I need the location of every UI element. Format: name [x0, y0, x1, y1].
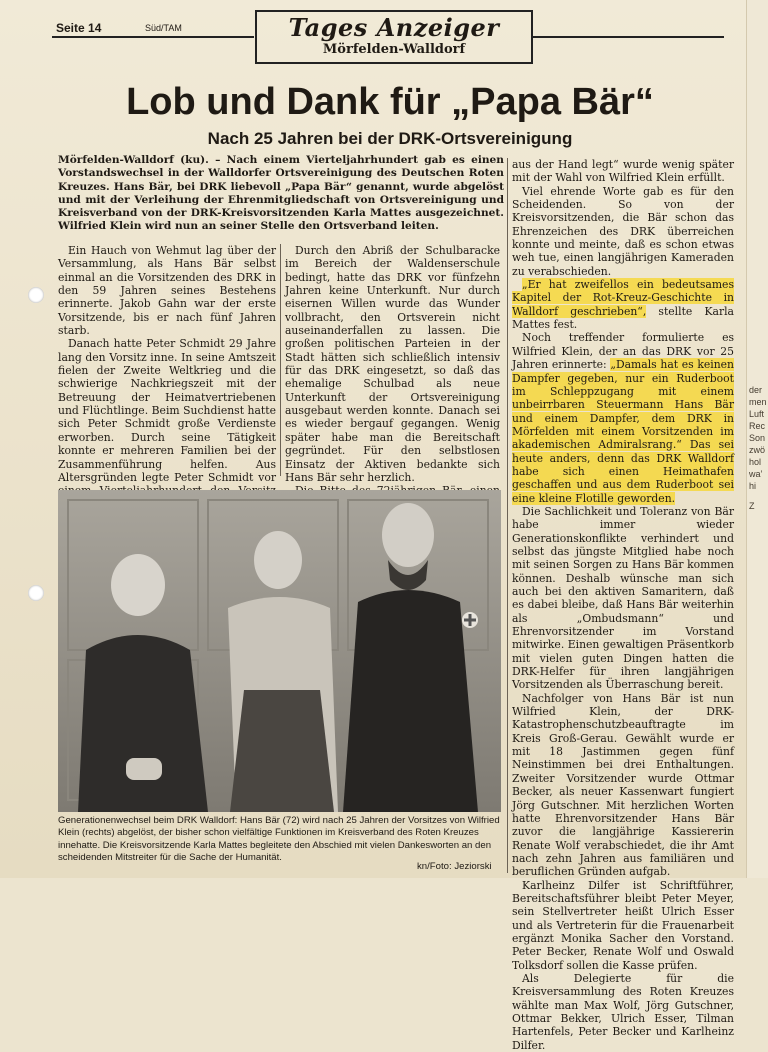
- paragraph: Viel ehrende Worte gab es für den Scheidenden. So von der Kreisvorsitzenden, die Bär schon das Ehrenzeichen des DRK überreichen konnte und meinte, daß es schon etwas weh tue, einen langjährigen Kameraden zu verabschieden.: [512, 184, 734, 278]
- column-divider: [280, 244, 281, 476]
- margin-fragment: Rec: [749, 421, 766, 431]
- paragraph: Ein Hauch von Wehmut lag über der Versammlung, als Hans Bär selbst einmal an die Vorsitzenden des DRK in den 59 Jahren seines Bestehens erinnerte. Jakob Gahn war der erste Vorsitzende, bis er nach fünf Jahren starb.: [58, 244, 276, 338]
- highlighted-quote: „Er hat zweifellos ein bedeutsames Kapitel der Rot-Kreuz-Geschichte in Walldorf geschrieben“,: [512, 278, 734, 318]
- photo-caption: Generationenwechsel beim DRK Walldorf: Hans Bär (72) wird nach 25 Jahren der Vorsitzes von Wilfried Klein (rechts) abgelöst, der bisher schon vielfältige Funktionen im Kreisverband des Roten Kreuzes innehatte. Die Kreisvorsitzende Karla Mattes begleitete den Abschied mit vielen Dankesworten an den scheidenden Mitstreiter für die Sache der Humanität.: [58, 815, 500, 863]
- margin-fragment: zwö: [749, 445, 766, 455]
- punch-hole: [28, 287, 44, 303]
- paragraph: Durch den Abriß der Schulbaracke im Bereich der Waldenserschule bedingt, hatte das DRK vor fünfzehn Jahren keine Unterkunft. Nur durch eisernen Willen wurde das Wunder vollbracht, den Ortsverein nicht auseinanderfallen zu lassen. Die großen politischen Parteien in der Stadt hätten sich schließlich intensiv für das DRK eingesetzt, so daß das ehemalige Schulbad als neue Unterkunft der Ortsvereinigung ausgebaut werden konnte. Danach sei es wieder bergauf gegangen. Wenig später habe man die Bereitschaft gegründet. Für den selbstlosen Einsatz der Aktiven bedankte sich Hans Bär sehr herzlich.: [285, 244, 500, 484]
- highlighted-quote-paragraph: [512, 278, 734, 331]
- margin-fragment: Son: [749, 433, 766, 443]
- page-header: [52, 13, 724, 64]
- quote-attribution: stellte Karla Mattes fest.: [512, 304, 734, 332]
- margin-fragment: Z: [749, 501, 755, 511]
- adjacent-clipping-edge: [746, 0, 768, 878]
- masthead-box: [255, 10, 533, 64]
- paragraph: Die Sachlichkeit und Toleranz von Bär habe immer wieder Generationskonflikte verhindert und selbst das jüngste Mitglied habe noch mit seinen Sorgen zu Hans Bär kommen können. Deshalb wünsche man sich auch bei den aktiven Samaritern, daß es dabei bleibe, daß Hans Bär weiterhin als „Ombudsmann“ und Ehrenvorsitzender im Vorstand mitwirke. Einen gewaltigen Präsentkorb mit vielen guten Dingen hatten die DRK-Helfer für ihren langjährigen Vorsitzenden als Überraschung bereit.: [512, 504, 734, 692]
- highlighted-quote: „Damals hat es keinen Dampfer gegeben, nur ein Ruderboot im Schleppzugang mit einem unbeirrbaren Steuermann Hans Bär und einem Dampfer, dem DRK in Mörfelden mit einem Vorsitzenden im akademischen Admiralsrang.“ Das sei heute anders, denn das DRK Walldorf habe sich einen Heimathafen geschaffen und aus dem Ruderboot sei eine kleine Flotille geworden.: [512, 358, 735, 505]
- page-number: Seite 14: [56, 21, 102, 35]
- photo-illustration: [58, 490, 501, 812]
- header-rule-right: [532, 36, 724, 38]
- paragraph: aus der Hand legt“ wurde wenig später mit der Wahl von Wilfried Klein erfüllt.: [512, 158, 734, 185]
- margin-fragment: wa’: [749, 469, 763, 479]
- header-rule-left: [52, 36, 254, 38]
- paragraph: Karlheinz Dilfer ist Schriftführer, Bereitschaftsführer bleibt Peter Meyer, sein Stellvertreter heißt Ulrich Esser und als Vertreterin für die Frauenarbeit ergänzt Monika Sacher den Vorstand. Peter Becker, Renate Wolf und Oswald Tolksdorf sollen die Kasse prüfen.: [512, 878, 734, 972]
- margin-fragment: der: [749, 385, 763, 395]
- photo-credit: kn/Foto: Jeziorski: [417, 861, 492, 872]
- headline: Lob und Dank für „Papa Bär“: [126, 81, 654, 123]
- column-3: [512, 158, 734, 1052]
- quote-intro: Noch treffender formulierte es Wilfried Klein, der an das DRK vor 25 Jahren erinnerte:: [512, 331, 734, 372]
- margin-fragment: hol: [749, 457, 762, 467]
- paragraph: Danach hatte Peter Schmidt 29 Jahre lang den Vorsitz inne. In seine Amtszeit fielen der Zweite Weltkrieg und die schwierige Nachkriegszeit mit der Betreuung der Heimatvertriebenen und Flüchtlinge. Beim Suchdienst hatte sich Peter Schmidt große Verdienste erworben. Durch seine Tätigkeit konnte er mehreren Familien bei der Zusammenführung helfen. Aus Altersgründen legte Peter Schmidt vor: [58, 337, 276, 484]
- margin-fragment: men: [749, 397, 767, 407]
- masthead-region: Mörfelden-Walldorf: [322, 42, 466, 57]
- masthead-title: Tages Anzeiger: [288, 13, 500, 42]
- paragraph: [512, 331, 734, 504]
- paragraph: Als Delegierte für die Kreisversammlung des Roten Kreuzes wählte man Max Wolf, Jörg Gutschner, Ottmar Bekker, Ulrich Esser, Tilman Hartenfels, Peter Becker und Karlheinz Dilfer.: [512, 971, 734, 1052]
- column-divider: [507, 158, 508, 873]
- lead-paragraph: Mörfelden-Walldorf (ku). – Nach einem Vierteljahrhundert gab es einen Vorstandswechsel in der Walldorfer Ortsvereinigung des Deutschen Roten Kreuzes. Hans Bär, bei DRK liebevoll „Papa Bär“ genannt, wurde abgelöst und mit der Verleihung der Ehrenmitgliedschaft von Ortsvereinigung und Kreisverband von der DRK-Kreisvorsitzenden Karla Mattes ausgezeichnet. Wilfried Klein wird nun an seiner Stelle den Ortsverband leiten.: [58, 154, 504, 233]
- edition-label: Süd/TAM: [145, 23, 182, 33]
- paragraph: Nachfolger von Hans Bär ist nun Wilfried Klein, der DRK-Katastrophenschutzbeauftragte im Kreis Groß-Gerau. Gewählt wurde er mit 18 Jastimmen gegen fünf Neinstimmen bei drei Enthaltungen. Zweiter Vorsitzender wurde Ottmar Becker, als neuer Kassenwart fungiert Jörg Gutschner. Mit herzlichen Worten hatte Ehrenvorsitzender Hans Bär zuvor die langjährige Kassiererin Renate Wolf verabschiedet, die ihr Amt nach zehn Jahren aus familiären und beruflichen Gründen aufgab.: [512, 691, 734, 879]
- subheadline: Nach 25 Jahren bei der DRK-Ortsvereinigung: [207, 129, 573, 148]
- punch-hole: [28, 585, 44, 601]
- margin-fragment: Luft: [749, 409, 765, 419]
- margin-fragment: hi: [749, 481, 757, 491]
- news-photo: [58, 490, 501, 812]
